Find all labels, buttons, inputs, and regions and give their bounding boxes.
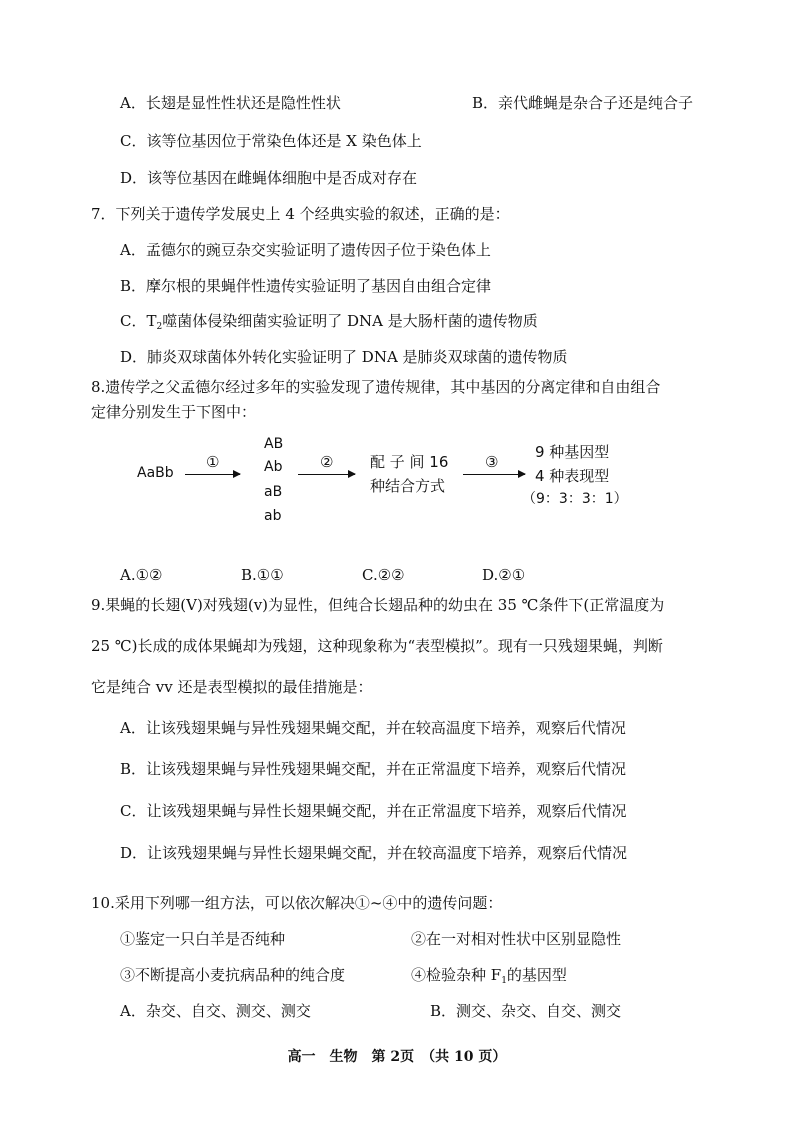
q9-option-b: B．让该残翅果蝇与异性残翅果蝇交配，并在正常温度下培养，观察后代情况: [120, 760, 627, 778]
q6-option-c: C．该等位基因位于常染色体还是 X 染色体上: [120, 132, 422, 150]
arrow-3-icon: [463, 474, 525, 475]
phenotype-ratio: （9：3：3：1）: [522, 491, 628, 507]
gamete-ab-3: aB: [264, 484, 283, 500]
q6-option-a: A．长翅是显性性状还是隐性性状: [120, 94, 341, 112]
q10-option-b: B．测交、杂交、自交、测交: [430, 1002, 622, 1020]
q7-option-c-subscript: 2: [156, 322, 163, 332]
q10-item-4: [411, 965, 567, 991]
q8-option-b: B.①①: [241, 566, 284, 584]
q8-stem-line2: 定律分别发生于下图中：: [91, 403, 257, 421]
q7-stem: 7．下列关于遗传学发展史上 4 个经典实验的叙述，正确的是：: [91, 205, 510, 223]
q10-item-3: ③不断提高小麦抗病品种的纯合度: [120, 966, 346, 984]
step-2-marker: ②: [320, 453, 334, 471]
gamete-ab-1: AB: [264, 436, 284, 452]
q9-stem-line3: 它是纯合 vv 还是表型模拟的最佳措施是：: [91, 678, 373, 696]
q9-option-a: A．让该残翅果蝇与异性残翅果蝇交配，并在较高温度下培养，观察后代情况: [120, 719, 626, 737]
q10-option-a: A．杂交、自交、测交、测交: [120, 1002, 311, 1020]
q7-option-b: B．摩尔根的果蝇伴性遗传实验证明了基因自由组合定律: [120, 277, 492, 295]
combination-line1: 配 子 间 16: [370, 453, 449, 471]
q10-item-4-prefix: ④检验杂种 F: [411, 966, 502, 984]
q7-option-c-text: 噬菌体侵染细菌实验证明了 DNA 是大肠杆菌的遗传物质: [162, 312, 538, 330]
gamete-ab-2: Ab: [264, 459, 283, 475]
gamete-ab-4: ab: [264, 508, 282, 524]
q10-stem: 10.采用下列哪一组方法，可以依次解决①~④中的遗传问题：: [91, 894, 503, 912]
q7-option-c-prefix: C．T: [120, 312, 157, 330]
q7-option-a: A．孟德尔的豌豆杂交实验证明了遗传因子位于染色体上: [120, 241, 491, 259]
phenotype-count: 4 种表现型: [535, 467, 610, 485]
step-1-marker: ①: [206, 453, 220, 471]
q10-item-2: ②在一对相对性状中区别显隐性: [411, 930, 622, 948]
q6-option-b: B．亲代雌蝇是杂合子还是纯合子: [472, 94, 694, 112]
arrow-1-icon: [185, 474, 240, 475]
q9-stem-line2: 25 ℃)长成的成体果蝇却为残翅，这种现象称为“表型模拟”。现有一只残翅果蝇，判断: [91, 637, 663, 655]
q9-option-c: C．让该残翅果蝇与异性长翅果蝇交配，并在正常温度下培养，观察后代情况: [120, 802, 627, 820]
q6-option-d: D．该等位基因在雌蝇体细胞中是否成对存在: [120, 169, 418, 187]
q7-option-c: [120, 311, 538, 337]
step-3-marker: ③: [485, 453, 499, 471]
q8-option-c: C.②②: [362, 566, 405, 584]
q10-item-1: ①鉴定一只白羊是否纯种: [120, 930, 286, 948]
q8-stem-line1: 8.遗传学之父孟德尔经过多年的实验发现了遗传规律，其中基因的分离定律和自由组合: [91, 378, 661, 396]
q9-stem-line1: 9.果蝇的长翅(V)对残翅(v)为显性，但纯合长翅品种的幼虫在 35 ℃条件下(正常温度为: [91, 596, 665, 614]
arrow-2-icon: [298, 474, 355, 475]
genotype-count: 9 种基因型: [535, 443, 610, 461]
q10-item-4-subscript: 1: [501, 976, 507, 986]
q10-item-4-text: 的基因型: [506, 966, 567, 984]
q8-option-d: D.②①: [482, 566, 526, 584]
q7-option-d: D．肺炎双球菌体外转化实验证明了 DNA 是肺炎双球菌的遗传物质: [120, 348, 568, 366]
parent-genotype: AaBb: [137, 465, 174, 481]
page-footer: 高一 生物 第 2页 （共 10 页）: [287, 1049, 507, 1065]
combination-line2: 种结合方式: [370, 477, 446, 495]
q8-option-a: A.①②: [120, 566, 163, 584]
q9-option-d: D．让该残翅果蝇与异性长翅果蝇交配，并在较高温度下培养，观察后代情况: [120, 844, 628, 862]
